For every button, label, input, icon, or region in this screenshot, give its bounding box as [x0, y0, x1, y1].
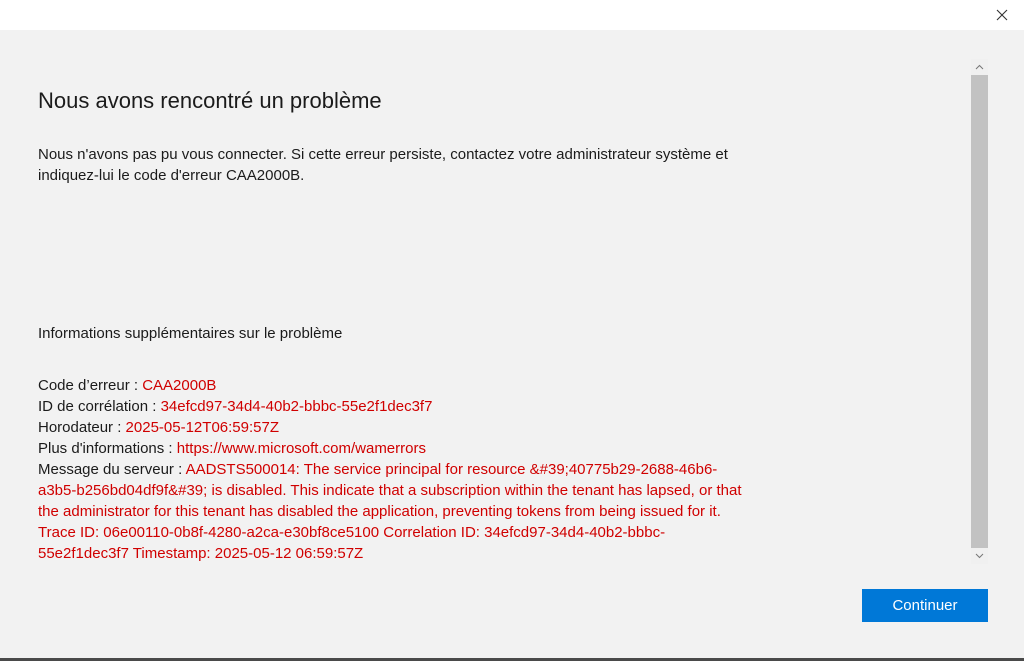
- more-info-row: [38, 438, 750, 459]
- vertical-scrollbar[interactable]: [971, 59, 988, 564]
- close-icon: [996, 9, 1008, 21]
- title-bar: [0, 0, 1024, 30]
- scroll-up-button[interactable]: [971, 59, 988, 75]
- continue-button[interactable]: Continuer: [862, 589, 988, 622]
- error-code-label: Code d’erreur :: [38, 377, 143, 394]
- info-heading: Informations supplémentaires sur le problème: [38, 325, 343, 342]
- scrollbar-thumb[interactable]: [971, 75, 988, 548]
- correlation-row: [38, 396, 750, 417]
- error-details: [38, 375, 750, 564]
- close-button[interactable]: [990, 3, 1014, 27]
- correlation-value: 34efcd97-34d4-40b2-bbbc-55e2f1dec3f7: [160, 398, 433, 415]
- chevron-up-icon: [975, 64, 984, 70]
- more-info-link[interactable]: https://www.microsoft.com/wamerrors: [176, 440, 426, 457]
- timestamp-label: Horodateur :: [38, 419, 126, 436]
- correlation-label: ID de corrélation :: [38, 398, 161, 415]
- server-message-row: [38, 459, 750, 564]
- timestamp-value: 2025-05-12T06:59:57Z: [125, 419, 279, 436]
- server-message-value: AADSTS500014: The service principal for resource &#39;40775b29-2688-46b6-a3b5-b256bd04df9f&#39; is disabled. This indicate that a subscription within the tenant has lapsed, or that the administrator for this tenant has disabled the application, preventing tokens from being issued for it. Trace ID: 06e00110-0b8f-4280-a2ca-e30bf8ce5100 Correlation ID: 34efcd97-34d4-40b2-bbbc-55e2f1dec3f7 Timestamp: 2025-05-12 06:59:57Z: [38, 461, 742, 562]
- error-message: Nous n'avons pas pu vous connecter. Si cette erreur persiste, contactez votre administrateur système et indiquez-lui le code d'erreur CAA2000B.: [38, 146, 728, 184]
- more-info-label: Plus d'informations :: [38, 440, 177, 457]
- chevron-down-icon: [975, 553, 984, 559]
- error-code-row: [38, 375, 750, 396]
- page-title: Nous avons rencontré un problème: [38, 88, 382, 113]
- dialog-content: [38, 30, 958, 590]
- server-message-label: Message du serveur :: [38, 461, 186, 478]
- timestamp-row: [38, 417, 750, 438]
- error-code-value: CAA2000B: [142, 377, 217, 394]
- scroll-down-button[interactable]: [971, 548, 988, 564]
